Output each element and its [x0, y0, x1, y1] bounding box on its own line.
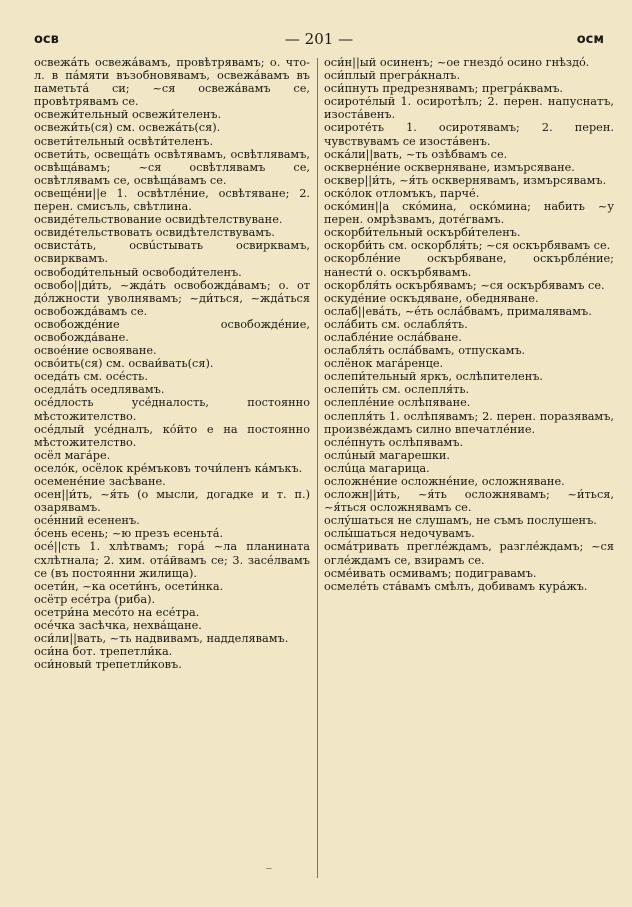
- entry: освиде́тельствование освидѣтелствуване.: [34, 213, 283, 227]
- page-number: — 201 —: [284, 30, 354, 48]
- entry: освиде́тельствовать освидѣтелствувамъ.: [34, 226, 275, 240]
- entry: осети́н, ~ка осети́нъ, осети́нка.: [34, 579, 224, 593]
- entry: óсень есень; ~ю презъ есеньтá.: [34, 527, 224, 541]
- entry: осёл магáре.: [34, 448, 111, 462]
- entry: осироте́ть 1. осиротявамъ; 2. перен. чувствувамъ се изостáвенъ.: [324, 121, 614, 148]
- right-guide-word: осм: [576, 32, 604, 47]
- left-guide-word: осв: [34, 32, 59, 47]
- entry: ослабля́ть ослáбвамъ, отпускамъ.: [324, 344, 526, 358]
- entry: ослáбить см. ослабля́ть.: [324, 317, 468, 331]
- entry: освежáть освежáвамъ, провѣтрявамъ; о. что-л. в пáмяти възобновявамъ, освежáвамъ въ паметьтá си; ~ся освежáвамъ се, провѣтрявамъ се.: [34, 56, 310, 109]
- entry: освистáть, освúстывать освирквамъ, освирквамъ.: [34, 239, 310, 266]
- entry: ослу́шаться не слушамъ, не съмъ послушенъ.: [324, 514, 597, 528]
- entry: оси́на бот. трепетли́ка.: [34, 645, 173, 659]
- entry: осмáтривать преглéждамъ, разглéждамъ; ~ся оглéждамъ се, взирамъ се.: [324, 540, 614, 567]
- entry: освети́тельный освѣти́теленъ.: [34, 134, 214, 148]
- entry: ослы́шаться недочувамъ.: [324, 527, 475, 541]
- entry: осво́ить(ся) см. осваи́вать(ся).: [34, 357, 214, 371]
- entry: освобождéние освобождéние, освобождáване.: [34, 317, 310, 344]
- entry: освобо||ди́ть, ~ждáть освобождáвамъ; о. от дóлжности уволнявамъ; ~ди́ться, ~ждáться освобождáвамъ се.: [34, 278, 310, 318]
- right-column: [324, 56, 614, 593]
- entry: освободи́тельный освободи́теленъ.: [34, 265, 242, 279]
- entry: оскорбля́ть оскърбявамъ; ~ся оскърбявамъ се.: [324, 278, 605, 292]
- entry: освети́ть, освещáть освѣтявамъ, освѣтлявамъ, освѣщáвамъ; ~ся освѣтлявамъ се, освѣтлявамъ се, освѣщáвамъ се.: [34, 147, 310, 187]
- entry: осен||и́ть, ~я́ть (о мысли, догадке и т. п.) озарявамъ.: [34, 488, 310, 515]
- entry: оскорблéние оскърбяване, оскърблéние; нанести́ о. оскърбявамъ.: [324, 252, 614, 279]
- left-column: [34, 56, 310, 671]
- entry: осмеле́ть стáвамъ смѣлъ, добивамъ кура́жъ.: [324, 579, 588, 593]
- entry: оскуде́ние оскъдяване, обедняване.: [324, 291, 539, 305]
- entry: осéдлость усéдналость, постоянно мѣстожителство.: [34, 396, 310, 423]
- entry: осётр есéтра (риба).: [34, 592, 156, 606]
- page-header: [34, 30, 604, 50]
- entry: оскóмин||а скóмина, оскóмина; набить ~у перен. омрѣзвамъ, дотéгвамъ.: [324, 200, 614, 227]
- entry: ослаблéние ослáбване.: [324, 330, 462, 344]
- entry: осироте́лый 1. осиротѣлъ; 2. перен. напуснатъ, изостáвенъ.: [324, 95, 614, 122]
- entry: оседлáть оседлявамъ.: [34, 383, 165, 397]
- entry: ослúца магарица.: [324, 461, 430, 475]
- entry: оси́плый прегрáкналъ.: [324, 69, 461, 83]
- entry: оскорби́ть см. оскорбля́ть; ~ся оскърбявамъ се.: [324, 239, 611, 253]
- entry: оско́лок отломъкъ, парче́.: [324, 186, 480, 200]
- entry: ослаб||евáть, ~éть ослáбвамъ, прималявамъ.: [324, 304, 592, 318]
- entry: оси́н||ый осиненъ; ~ое гнездó осино гнѣздó.: [324, 56, 590, 69]
- entry: осмéивать осмивамъ; подигравамъ.: [324, 566, 537, 580]
- entry: освежи́ть(ся) см. освежáть(ся).: [34, 121, 221, 135]
- entry: ослепи́ть см. ослепля́ть.: [324, 383, 470, 397]
- entry: осéдлый усéдналъ, кóйто е на постоянно мѣстожителство.: [34, 422, 310, 449]
- page-end-mark: _: [266, 856, 272, 869]
- entry: ослéпнуть ослѣпявамъ.: [324, 435, 464, 449]
- entry: оскорби́тельный оскърби́теленъ.: [324, 226, 521, 240]
- entry: осé||сть 1. хлѣтвамъ; горá ~ла планината схлѣтнала; 2. хим. отáйвамъ се; 3. засéлвамъ се (въ постоянни жилища).: [34, 540, 310, 580]
- entry: оси́новый трепетли́ковъ.: [34, 658, 182, 672]
- entry: осложн||и́ть, ~я́ть осложнявамъ; ~и́ться, ~я́ться осложнявамъ се.: [324, 488, 614, 515]
- entry: осéчка засѣчка, нехвáщане.: [34, 619, 202, 633]
- entry: ослёнок магáренце.: [324, 357, 444, 371]
- entry: освежи́тельный освежи́теленъ.: [34, 108, 222, 122]
- column-divider: [317, 58, 318, 878]
- entry: осело́к, осёлок крéмъковъ точи́ленъ кáмъкъ.: [34, 461, 303, 475]
- entry: осетри́на месóто на есéтра.: [34, 605, 200, 619]
- entry: ослепи́тельный яркъ, ослѣпителенъ.: [324, 370, 544, 384]
- entry: осложнéние осложнéние, осложняване.: [324, 475, 565, 488]
- entry: оскáли||вать, ~ть озѣбвамъ се.: [324, 147, 508, 161]
- entry: осквер||и́ть, ~я́ть осквернявамъ, измърсявамъ.: [324, 173, 607, 187]
- entry: оси́пнуть предрезнявамъ; прегрáквамъ.: [324, 82, 564, 96]
- entry: ослепля́ть 1. ослѣпявамъ; 2. перен. поразявамъ, произвéждамъ силно впечатлéние.: [324, 409, 614, 436]
- entry: оси́ли||вать, ~ть надвивамъ, надделявамъ.: [34, 632, 289, 646]
- entry: ослúный магарешки.: [324, 448, 450, 462]
- entry: осéнний есененъ.: [34, 514, 140, 528]
- entry: осемене́ние засѣване.: [34, 475, 166, 488]
- entry: оседáть см. осéсть.: [34, 370, 148, 384]
- entry: осквернéние оскверняване, измърсяване.: [324, 160, 575, 174]
- entry: освоéние освояване.: [34, 344, 157, 358]
- entry: ослеплéние ослѣпяване.: [324, 396, 471, 410]
- entry: освещéни||е 1. освѣтлéние, освѣтяване; 2. перен. смисъль, свѣтлина.: [34, 186, 310, 214]
